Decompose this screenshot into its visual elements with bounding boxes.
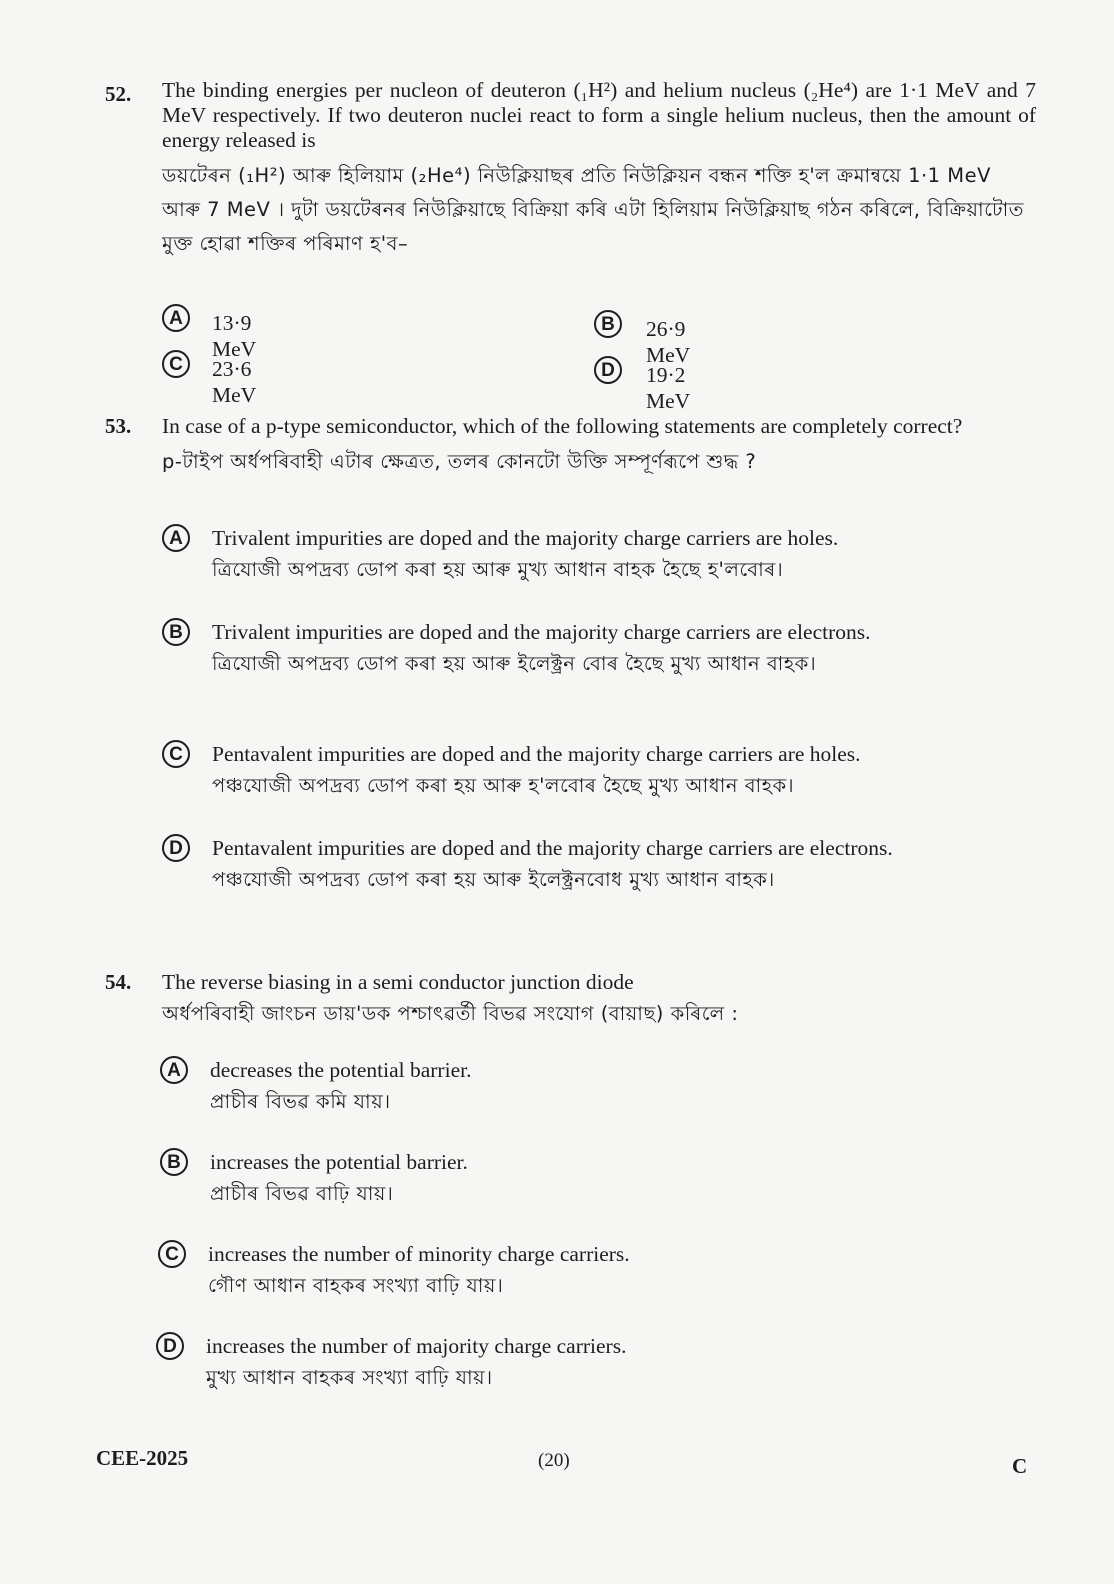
option-text-assamese: মুখ্য আধান বাহকৰ সংখ্যা বাঢ়ি যায়। — [206, 1366, 493, 1389]
option-text-english: Pentavalent impurities are doped and the majority charge carriers are holes. — [212, 742, 861, 766]
option-text-english: Pentavalent impurities are doped and the majority charge carriers are electrons. — [212, 836, 893, 860]
option-text: 23·6 MeV — [212, 357, 257, 407]
question-text-assamese: p-টাইপ অৰ্ধপৰিবাহী এটাৰ ক্ষেত্ৰত, তলৰ কোনটো উক্তি সম্পূৰ্ণৰূপে শুদ্ধ ? — [162, 450, 757, 473]
option-text-assamese: প্ৰাচীৰ বিভৱ কমি যায়। — [210, 1090, 391, 1113]
option-text-assamese: ত্ৰিযোজী অপদ্ৰব্য ডোপ কৰা হয় আৰু মুখ্য আধান বাহক হৈছে হ'লবোৰ। — [212, 558, 784, 581]
option-label-a: A — [160, 1056, 188, 1084]
option-text: 26·9 MeV — [646, 317, 691, 367]
option-label-c: C — [162, 350, 190, 378]
option-text-assamese: পঞ্চযোজী অপদ্ৰব্য ডোপ কৰা হয় আৰু ইলেক্ট্ৰনবোধ মুখ্য আধান বাহক। — [212, 868, 775, 891]
option-text-english: increases the potential barrier. — [210, 1150, 468, 1174]
option-text: 13·9 MeV — [212, 311, 257, 361]
option-text-assamese: পঞ্চযোজী অপদ্ৰব্য ডোপ কৰা হয় আৰু হ'লবোৰ হৈছে মুখ্য আধান বাহক। — [212, 774, 795, 797]
footer-page-number: (20) — [538, 1450, 570, 1471]
option-text-english: Trivalent impurities are doped and the majority charge carriers are holes. — [212, 526, 839, 550]
option-text-english: decreases the potential barrier. — [210, 1058, 472, 1082]
question-number: 52. — [105, 82, 132, 106]
footer-exam-code: CEE-2025 — [96, 1446, 189, 1470]
option-label-b: B — [162, 618, 190, 646]
option-label-a: A — [162, 524, 190, 552]
option-label-d: D — [594, 356, 622, 384]
question-number: 54. — [105, 970, 132, 994]
option-label-d: D — [162, 834, 190, 862]
question-text-english: The reverse biasing in a semi conductor junction diode — [162, 970, 634, 994]
option-label-a: A — [162, 304, 190, 332]
question-body — [162, 970, 1036, 1031]
option-label-c: C — [158, 1240, 186, 1268]
option-text-english: increases the number of majority charge carriers. — [206, 1334, 627, 1358]
option-text-assamese: ত্ৰিযোজী অপদ্ৰব্য ডোপ কৰা হয় আৰু ইলেক্ট্ৰন বোৰ হৈছে মুখ্য আধান বাহক। — [212, 652, 817, 675]
footer-booklet-series: C — [1012, 1454, 1028, 1478]
question-body — [162, 414, 1036, 479]
option-text-english: increases the number of minority charge carriers. — [208, 1242, 630, 1266]
option-text-assamese: প্ৰাচীৰ বিভৱ বাঢ়ি যায়। — [210, 1182, 394, 1205]
question-text-english: The binding energies per nucleon of deuteron (₁H²) and helium nucleus (₂He⁴) are 1·1 MeV and 7 MeV respectively. If two deuteron nuclei react to form a single helium nucleus, then the amount of energy released is — [162, 78, 1036, 152]
question-text-assamese: ডয়টেৰন (₁H²) আৰু হিলিয়াম (₂He⁴) নিউক্লিয়াছৰ প্ৰতি নিউক্লিয়ন বন্ধন শক্তি হ'ল ক্ৰমান্বয়ে 1·1 MeV আৰু 7 MeV । দুটা ডয়টেৰনৰ নিউক্লিয়াছে বিক্ৰিয়া কৰি এটা হিলিয়াম নিউক্লিয়াছ গঠন কৰিলে, বিক্ৰিয়াটোত মুক্ত হোৱা শক্তিৰ পৰিমাণ হ'ব– — [162, 164, 1024, 255]
option-label-b: B — [160, 1148, 188, 1176]
question-text-english: In case of a p-type semiconductor, which of the following statements are completely correct? — [162, 414, 963, 438]
option-text: 19·2 MeV — [646, 363, 691, 413]
option-text-assamese: গৌণ আধান বাহকৰ সংখ্যা বাঢ়ি যায়। — [208, 1274, 504, 1297]
option-text-english: Trivalent impurities are doped and the majority charge carriers are electrons. — [212, 620, 871, 644]
question-body — [162, 78, 1036, 261]
option-label-c: C — [162, 740, 190, 768]
option-label-d: D — [156, 1332, 184, 1360]
question-number: 53. — [105, 414, 132, 438]
option-label-b: B — [594, 310, 622, 338]
question-text-assamese: অৰ্ধপৰিবাহী জাংচন ডায়'ডক পশ্চাৎৱৰ্তী বিভৱ সংযোগ (বায়াছ) কৰিলে : — [162, 1002, 739, 1025]
